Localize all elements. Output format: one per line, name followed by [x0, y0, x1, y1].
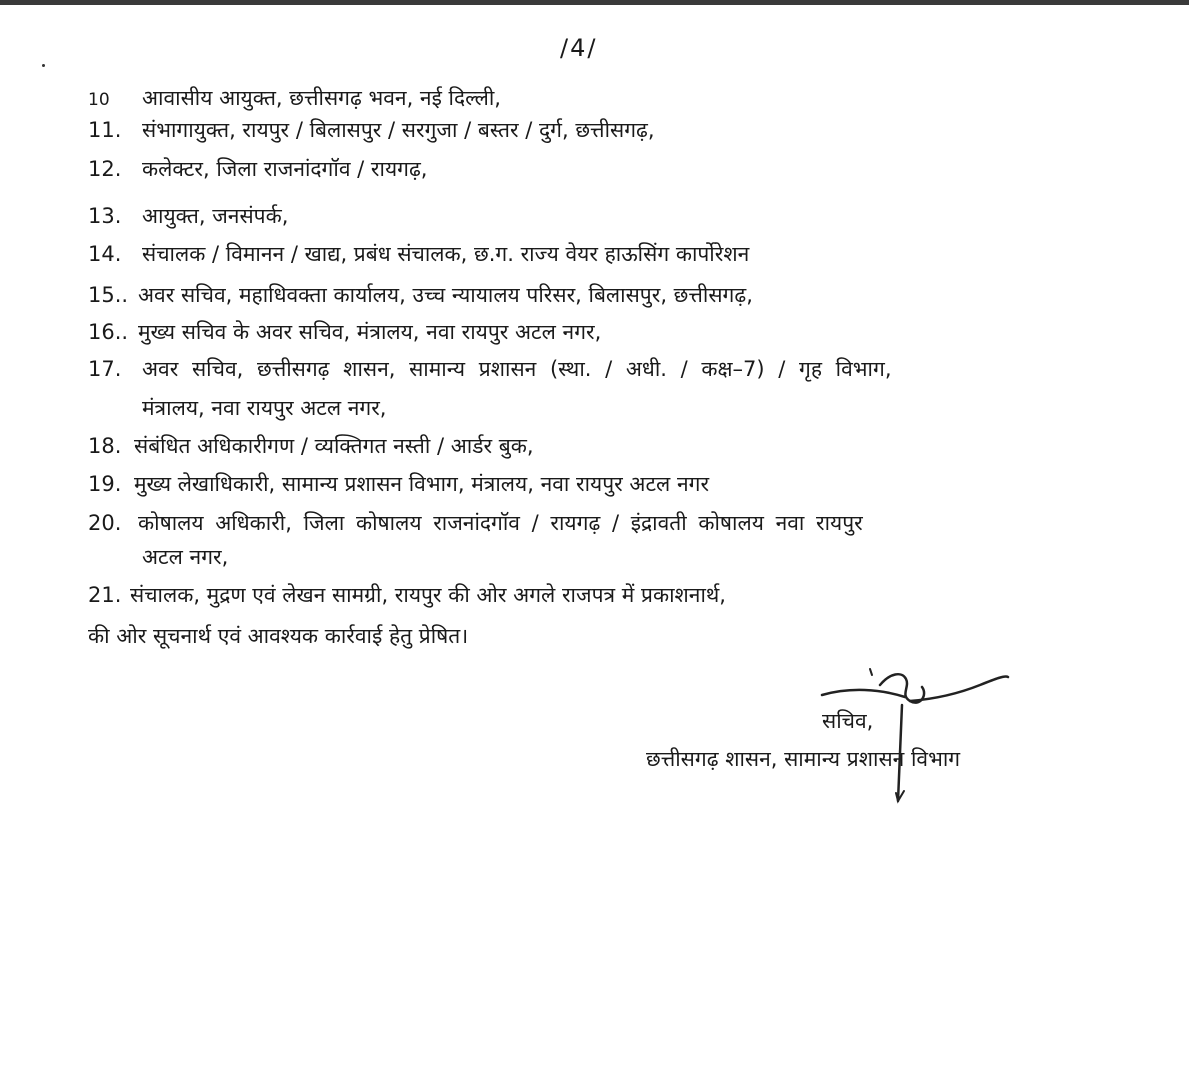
- item-number: 10: [88, 90, 110, 110]
- item-number: 19.: [88, 472, 122, 496]
- signatory-title: सचिव,: [822, 709, 874, 733]
- item-number: 13.: [88, 204, 122, 228]
- list-item: आयुक्त, जनसंपर्क,: [142, 204, 289, 228]
- page-number: /4/: [560, 34, 598, 62]
- list-item-continuation: अटल नगर,: [142, 545, 229, 569]
- list-item: संचालक / विमानन / खाद्य, प्रबंध संचालक, छ.ग. राज्य वेयर हाऊसिंग कार्पोरेशन: [142, 242, 750, 266]
- list-item: कलेक्टर, जिला राजनांदगॉव / रायगढ़,: [142, 157, 428, 181]
- list-item: मुख्य लेखाधिकारी, सामान्य प्रशासन विभाग, मंत्रालय, नवा रायपुर अटल नगर: [134, 472, 710, 496]
- list-item: संभागायुक्त, रायपुर / बिलासपुर / सरगुजा / बस्तर / दुर्ग, छत्तीसगढ़,: [142, 118, 655, 142]
- list-item: अवर सचिव, छत्तीसगढ़ शासन, सामान्य प्रशासन (स्था. / अधी. / कक्ष–7) / गृह विभाग,: [142, 357, 892, 381]
- top-border: [0, 0, 1189, 5]
- list-item: संचालक, मुद्रण एवं लेखन सामग्री, रायपुर की ओर अगले राजपत्र में प्रकाशनार्थ,: [130, 583, 726, 607]
- handwritten-signature: [810, 665, 1020, 805]
- item-number: 12.: [88, 157, 122, 181]
- item-number: 15..: [88, 283, 129, 307]
- list-item: संबंधित अधिकारीगण / व्यक्तिगत नस्ती / आर्डर बुक,: [134, 434, 534, 458]
- item-number: 18.: [88, 434, 122, 458]
- signatory-department: छत्तीसगढ़ शासन, सामान्य प्रशासन विभाग: [646, 747, 961, 771]
- item-number: 11.: [88, 118, 122, 142]
- list-item: अवर सचिव, महाधिवक्ता कार्यालय, उच्च न्यायालय परिसर, बिलासपुर, छत्तीसगढ़,: [138, 283, 753, 307]
- list-item-continuation: मंत्रालय, नवा रायपुर अटल नगर,: [142, 396, 387, 420]
- item-number: 20.: [88, 511, 122, 535]
- item-number: 14.: [88, 242, 122, 266]
- item-number: 21.: [88, 583, 122, 607]
- list-item: आवासीय आयुक्त, छत्तीसगढ़ भवन, नई दिल्ली,: [142, 86, 501, 110]
- list-item: मुख्य सचिव के अवर सचिव, मंत्रालय, नवा रायपुर अटल नगर,: [138, 320, 602, 344]
- item-number: 17.: [88, 357, 122, 381]
- list-item: कोषालय अधिकारी, जिला कोषालय राजनांदगॉव / रायगढ़ / इंद्रावती कोषालय नवा रायपुर: [138, 511, 863, 535]
- scan-speck: [42, 64, 45, 67]
- closing-line: की ओर सूचनार्थ एवं आवश्यक कार्रवाई हेतु प्रेषित।: [88, 624, 469, 648]
- item-number: 16..: [88, 320, 129, 344]
